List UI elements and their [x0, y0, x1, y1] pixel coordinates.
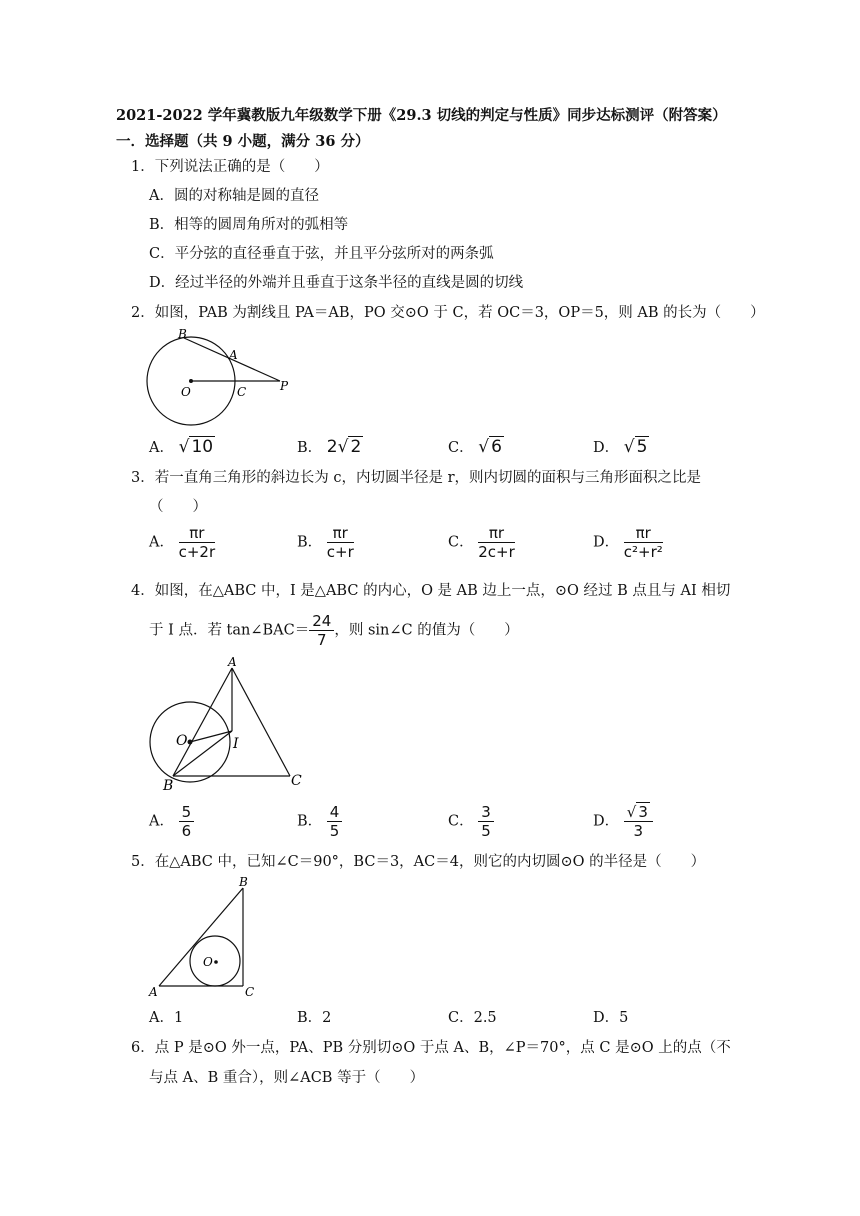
q4-tan-fraction: $\frac{24}{7}$	[309, 612, 334, 649]
q3-d-label: D．	[593, 534, 620, 551]
q3-stem-cont: （ ）	[149, 499, 207, 515]
q6-stem: 6．点 P 是⊙O 外一点，PA、PB 分别切⊙O 于点 A、B，∠P＝70°，点 C 是⊙O 上的点（不	[131, 1040, 731, 1056]
q4-c-label: C．	[448, 813, 474, 830]
q2-d-radical: √ 5	[623, 437, 648, 457]
q3-stem: 3．若一直角三角形的斜边长为 c，内切圆半径是 r，则内切圆的面积与三角形面积之比是	[131, 470, 701, 486]
q5-option-b: B．2	[297, 1010, 332, 1026]
q3-c-label: C．	[448, 534, 474, 551]
q4-label-c: C	[291, 773, 302, 789]
q2-c-label: C．	[448, 440, 474, 456]
q2-d-label: D．	[593, 440, 620, 456]
q4-stem-part1: 于 I 点．若 tan∠BAC＝	[149, 622, 310, 639]
q3-a-fraction: $\frac{\pi r}{c+2r}$	[178, 524, 216, 561]
q2-label-p: P	[280, 379, 289, 393]
section-heading: 一．选择题（共 9 小题，满分 36 分）	[116, 133, 370, 150]
q4-a-label: A．	[149, 813, 174, 830]
q2-label-a: A	[229, 348, 238, 362]
q5-option-a: A．1	[149, 1010, 184, 1026]
document-title: 2021-2022 学年冀教版九年级数学下册《29.3 切线的判定与性质》同步达标测评（附答案）	[116, 107, 727, 124]
q4-option-b	[297, 803, 342, 840]
q4-b-label: B．	[297, 813, 323, 830]
q4-label-o: O	[176, 733, 188, 749]
q4-option-c	[448, 803, 494, 840]
q3-option-b	[297, 524, 354, 561]
q3-b-label: B．	[297, 534, 323, 551]
q1-option-d: D．经过半径的外端并且垂直于这条半径的直线是圆的切线	[149, 275, 524, 291]
q5-option-c: C．2.5	[448, 1010, 497, 1026]
q2-stem: 2．如图，PAB 为割线且 PA＝AB，PO 交⊙O 于 C，若 OC＝3，OP＝5，则 AB 的长为（ ）	[131, 305, 765, 321]
q3-option-a	[149, 524, 215, 561]
q4-b-fraction: $\frac{4}{5}$	[327, 803, 343, 840]
q2-c-radical: √ 6	[478, 437, 502, 457]
q4-label-i: I	[233, 736, 239, 752]
q4-c-fraction: $\frac{3}{5}$	[478, 803, 494, 840]
q4-stem: 4．如图，在△ABC 中，I 是△ABC 的内心，O 是 AB 边上一点，⊙O 经过 B 点且与 AI 相切	[131, 583, 731, 599]
q1-option-b: B．相等的圆周角所对的弧相等	[149, 217, 349, 233]
q5-stem: 5．在△ABC 中，已知∠C＝90°，BC＝3，AC＝4，则它的内切圆⊙O 的半径是（ ）	[131, 854, 706, 870]
q3-option-c	[448, 524, 515, 561]
q4-d-label: D．	[593, 813, 620, 830]
q5-label-o: O	[203, 955, 213, 969]
q5-option-d: D．5	[593, 1010, 629, 1026]
q4-stem-cont	[149, 612, 519, 649]
q5-figure	[145, 874, 275, 1000]
q4-option-d	[593, 803, 653, 840]
q3-a-label: A．	[149, 534, 174, 551]
q2-b-radical: 2√ 2	[326, 437, 362, 457]
q5-label-a: A	[149, 985, 158, 999]
q2-label-c: C	[237, 385, 247, 399]
q5-label-b: B	[239, 875, 248, 889]
q3-c-fraction: $\frac{\pi r}{2c+r}$	[478, 524, 515, 561]
q4-figure	[145, 652, 315, 792]
q2-label-b: B	[178, 327, 187, 341]
q2-a-label: A．	[149, 440, 174, 456]
q2-option-b	[297, 436, 363, 457]
q2-option-c	[448, 436, 504, 457]
q2-a-radical: √ 10	[178, 437, 214, 457]
q5-label-c: C	[245, 985, 255, 999]
q2-figure	[145, 326, 295, 426]
q3-option-d	[593, 524, 663, 561]
q2-option-d	[593, 436, 649, 457]
q2-label-o: O	[181, 385, 191, 399]
q4-stem-part2: ，则 sin∠C 的值为（ ）	[334, 622, 519, 639]
q4-d-fraction: $\frac{√ 3}{3}$	[624, 803, 653, 840]
q6-stem-cont: 与点 A、B 重合），则∠ACB 等于（ ）	[149, 1070, 425, 1086]
q4-label-b: B	[163, 778, 174, 792]
q2-option-a	[149, 436, 215, 457]
q1-option-a: A．圆的对称轴是圆的直径	[149, 188, 319, 204]
q3-b-fraction: $\frac{\pi r}{c+r}$	[326, 524, 354, 561]
q1-option-c: C．平分弦的直径垂直于弦，并且平分弦所对的两条弧	[149, 246, 494, 262]
q4-label-a: A	[228, 655, 237, 669]
q4-a-fraction: $\frac{5}{6}$	[179, 803, 195, 840]
q2-b-label: B．	[297, 440, 323, 456]
q3-d-fraction: $\frac{\pi r}{\text{c²+r²}}$	[623, 524, 663, 561]
q4-option-a	[149, 803, 194, 840]
q1-stem: 1．下列说法正确的是（ ）	[131, 159, 329, 175]
